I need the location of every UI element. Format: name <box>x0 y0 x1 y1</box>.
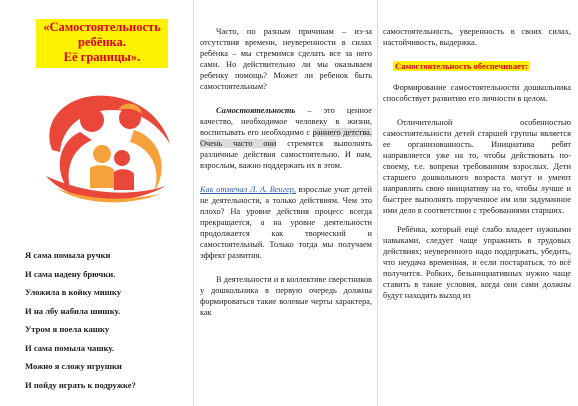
definition-term: Самостоятельность <box>216 106 296 115</box>
rhyme-line: Утром я поела кашку <box>25 324 110 334</box>
rhyme-line: И сама надену брючки. <box>25 268 116 279</box>
rhyme-poem <box>25 246 190 394</box>
cover-column <box>0 0 190 406</box>
collective-paragraph: В деятельности и в коллективе сверстников у дошкольника в первую очередь должны формироваться такие волевые черты характера, как <box>200 275 372 317</box>
right-column <box>383 26 571 406</box>
organization-paragraph: Отличительной особенностью самостоятельности детей старшей группы является ее организованность. Инициатива ребят направляется уже на то, чтобы действовать по-своему, т.е. вопреки требованиям взрослых. Дети старшего дошкольного возраста могут и умеют направлять свою инициативу на то, чтобы лучше и быстрее выполнять порученное им или задуманное ими дело в соответствии с требованиями старших. <box>383 118 571 215</box>
personality-paragraph: Формирование самостоятельности дошкольника способствует развитию его личности в целом. <box>383 83 571 103</box>
fold-line-left <box>193 0 194 406</box>
rhyme-line: Уложила в койку мишку <box>25 287 122 297</box>
fold-line-right <box>377 0 378 406</box>
rhyme-line: И сама помыла чашку. <box>25 342 115 353</box>
rhyme-line: И пойду играть к подружке? <box>25 379 136 390</box>
rhyme-line: Можно я сложу игрушки <box>25 361 122 371</box>
title-line-2: ребёнка. <box>78 35 126 49</box>
definition-text: – это ценное качество, необходимое человеку в жизни, воспитывать его необходимо с <box>200 106 372 137</box>
family-illustration-icon <box>30 88 180 206</box>
definition-text-end: стремятся выполнять различные действия самостоятельно. И нам, взрослым, важно поддержать их в этом. <box>200 139 372 170</box>
intro-paragraph: Часто, по разным причинам – из-за отсутствия времени, неуверенности в силах ребёнка – мы стремимся сделать все за него сами. Но действительно ли мы оказываем ребенку помощь? Может ли ребенок быть самостоятельным? <box>200 27 372 91</box>
section-heading: Самостоятельность обеспечивает: <box>395 61 529 71</box>
brochure-title <box>36 19 168 68</box>
rhyme-line: Я сама помыла ручки <box>25 250 111 260</box>
traits-paragraph: самостоятельность, уверенность в своих силах, настойчивость, выдержка. <box>383 27 571 47</box>
venger-text: взрослые учат детей не деятельности, а только действиям. Чем это плохо? На уровне действия процесс всегда прекращается, а на уровне деятельности продолжается как творческий и самостоятельный. Только тогда мы получаем эффект развития. <box>200 185 372 260</box>
venger-paragraph <box>200 184 372 261</box>
venger-link[interactable]: Как отмечал Л. А. Венгер, <box>200 185 296 194</box>
title-line-3: Её границы». <box>63 50 141 64</box>
middle-column <box>200 26 372 406</box>
highlighted-text: раннего детства. Очень часто они <box>200 128 372 148</box>
title-line-1: «Самостоятельность <box>43 20 161 34</box>
rhyme-line: И на лбу набила шишку. <box>25 305 121 316</box>
definition-paragraph <box>200 105 372 171</box>
training-paragraph: Ребёнка, который ещё слабо владеет нужными навыками, следует чаще упражнять в трудовых действиях; неуверенного надо поддержать, убедить, что неудача временная, и если постараться, то всё получится. Робких, безынициативных нужно чаще ставить в такие условия, когда они сами должны будут находить выход из <box>383 225 571 300</box>
